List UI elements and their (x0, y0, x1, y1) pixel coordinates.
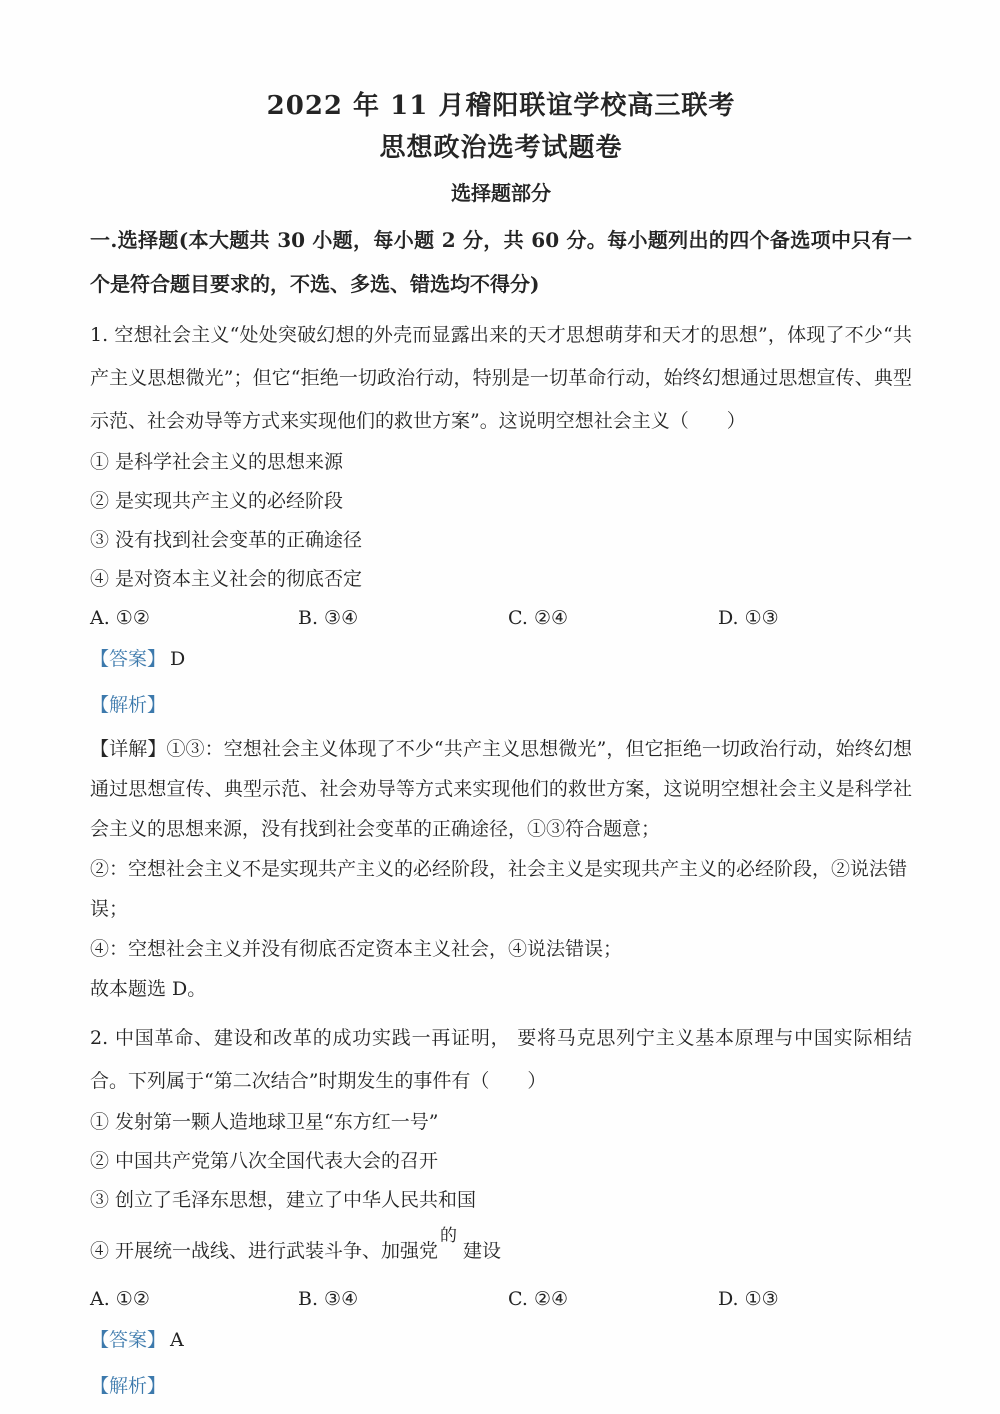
question-2-statement-4 (90, 1226, 912, 1272)
question-1-statement-3: ③ 没有找到社会变革的正确途径 (90, 529, 363, 551)
exam-subtitle: 思想政治选考试题卷 (379, 133, 623, 163)
section-heading: 选择题部分 (451, 181, 551, 205)
question-2-statement-4-raised-char: 的 (440, 1226, 458, 1246)
question-2-statement-4-prefix: ④ 开展统一战线、进行武装斗争、加强党 (90, 1240, 439, 1262)
question-1-detail-text: ①③：空想社会主义体现了不少“共产主义思想微光”，但它拒绝一切政治行动，始终幻想通过思想宣传、典型示范、社会劝导等方式来实现他们的救世方案，这说明空想社会主义是科学社会主义的思想来源，没有找到社会变革的正确途径，①③符合题意； (90, 738, 912, 840)
analysis-label: 【解析】 (90, 1375, 167, 1397)
question-1-detail-paragraph (90, 729, 912, 849)
question-2-choice-b: B. ③④ (298, 1288, 359, 1310)
question-2-statement-3: ③ 创立了毛泽东思想，建立了中华人民共和国 (90, 1189, 477, 1211)
question-2-statement-2: ② 中国共产党第八次全国代表大会的召开 (90, 1150, 439, 1172)
question-1-conclusion: 故本题选 D。 (90, 978, 207, 1000)
question-1-choice-c: C. ②④ (508, 607, 569, 629)
question-2-choice-c: C. ②④ (508, 1288, 569, 1310)
question-1-choices (90, 599, 912, 637)
detail-label: 【详解】 (90, 738, 167, 760)
section-intro: 一.选择题(本大题共 30 小题，每小题 2 分，共 60 分。每小题列出的四个备选项中只有一个是符合题目要求的，不选、多选、错选均不得分) (90, 228, 912, 296)
question-1-statement-2: ② 是实现共产主义的必经阶段 (90, 490, 344, 512)
question-1-statement-1: ① 是科学社会主义的思想来源 (90, 451, 344, 473)
question-2-statement-4-suffix: 建设 (463, 1240, 502, 1262)
question-2-analysis-line (90, 1366, 912, 1406)
question-1-analysis-line (90, 685, 912, 725)
question-1-detail-point-4: ④：空想社会主义并没有彻底否定资本主义社会，④说法错误； (90, 938, 623, 960)
question-1-choice-a: A. ①② (90, 607, 150, 629)
exam-title: 2022 年 11 月稽阳联谊学校高三联考 (266, 91, 736, 121)
question-1 (90, 314, 912, 1009)
analysis-label: 【解析】 (90, 694, 167, 716)
question-1-detail-point-2: ②：空想社会主义不是实现共产主义的必经阶段，社会主义是实现共产主义的必经阶段，②说法错误； (90, 858, 908, 920)
question-2-answer-value: A (170, 1329, 184, 1351)
question-2-stem: 2. 中国革命、建设和改革的成功实践一再证明， 要将马克思列宁主义基本原理与中国实际相结合。下列属于“第二次结合”时期发生的事件有（ ） (90, 1027, 912, 1092)
question-1-choice-d: D. ①③ (718, 607, 779, 629)
question-1-statement-4: ④ 是对资本主义社会的彻底否定 (90, 568, 363, 590)
question-2-answer-line (90, 1320, 912, 1360)
question-1-choice-b: B. ③④ (298, 607, 359, 629)
question-2-choice-d: D. ①③ (718, 1288, 779, 1310)
question-2-choice-a: A. ①② (90, 1288, 150, 1310)
question-1-answer-line (90, 639, 912, 679)
question-2-choices (90, 1280, 912, 1318)
answer-label: 【答案】 (90, 648, 167, 670)
answer-label: 【答案】 (90, 1329, 167, 1351)
question-2-statement-1: ① 发射第一颗人造地球卫星“东方红一号” (90, 1111, 439, 1133)
question-2 (90, 1017, 912, 1406)
question-1-stem: 1. 空想社会主义“处处突破幻想的外壳而显露出来的天才思想萌芽和天才的思想”，体现了不少“共产主义思想微光”；但它“拒绝一切政治行动，特别是一切革命行动，始终幻想通过思想宣传、典型示范、社会劝导等方式来实现他们的救世方案”。这说明空想社会主义（ ） (90, 324, 912, 432)
question-1-answer-value: D (170, 648, 186, 670)
